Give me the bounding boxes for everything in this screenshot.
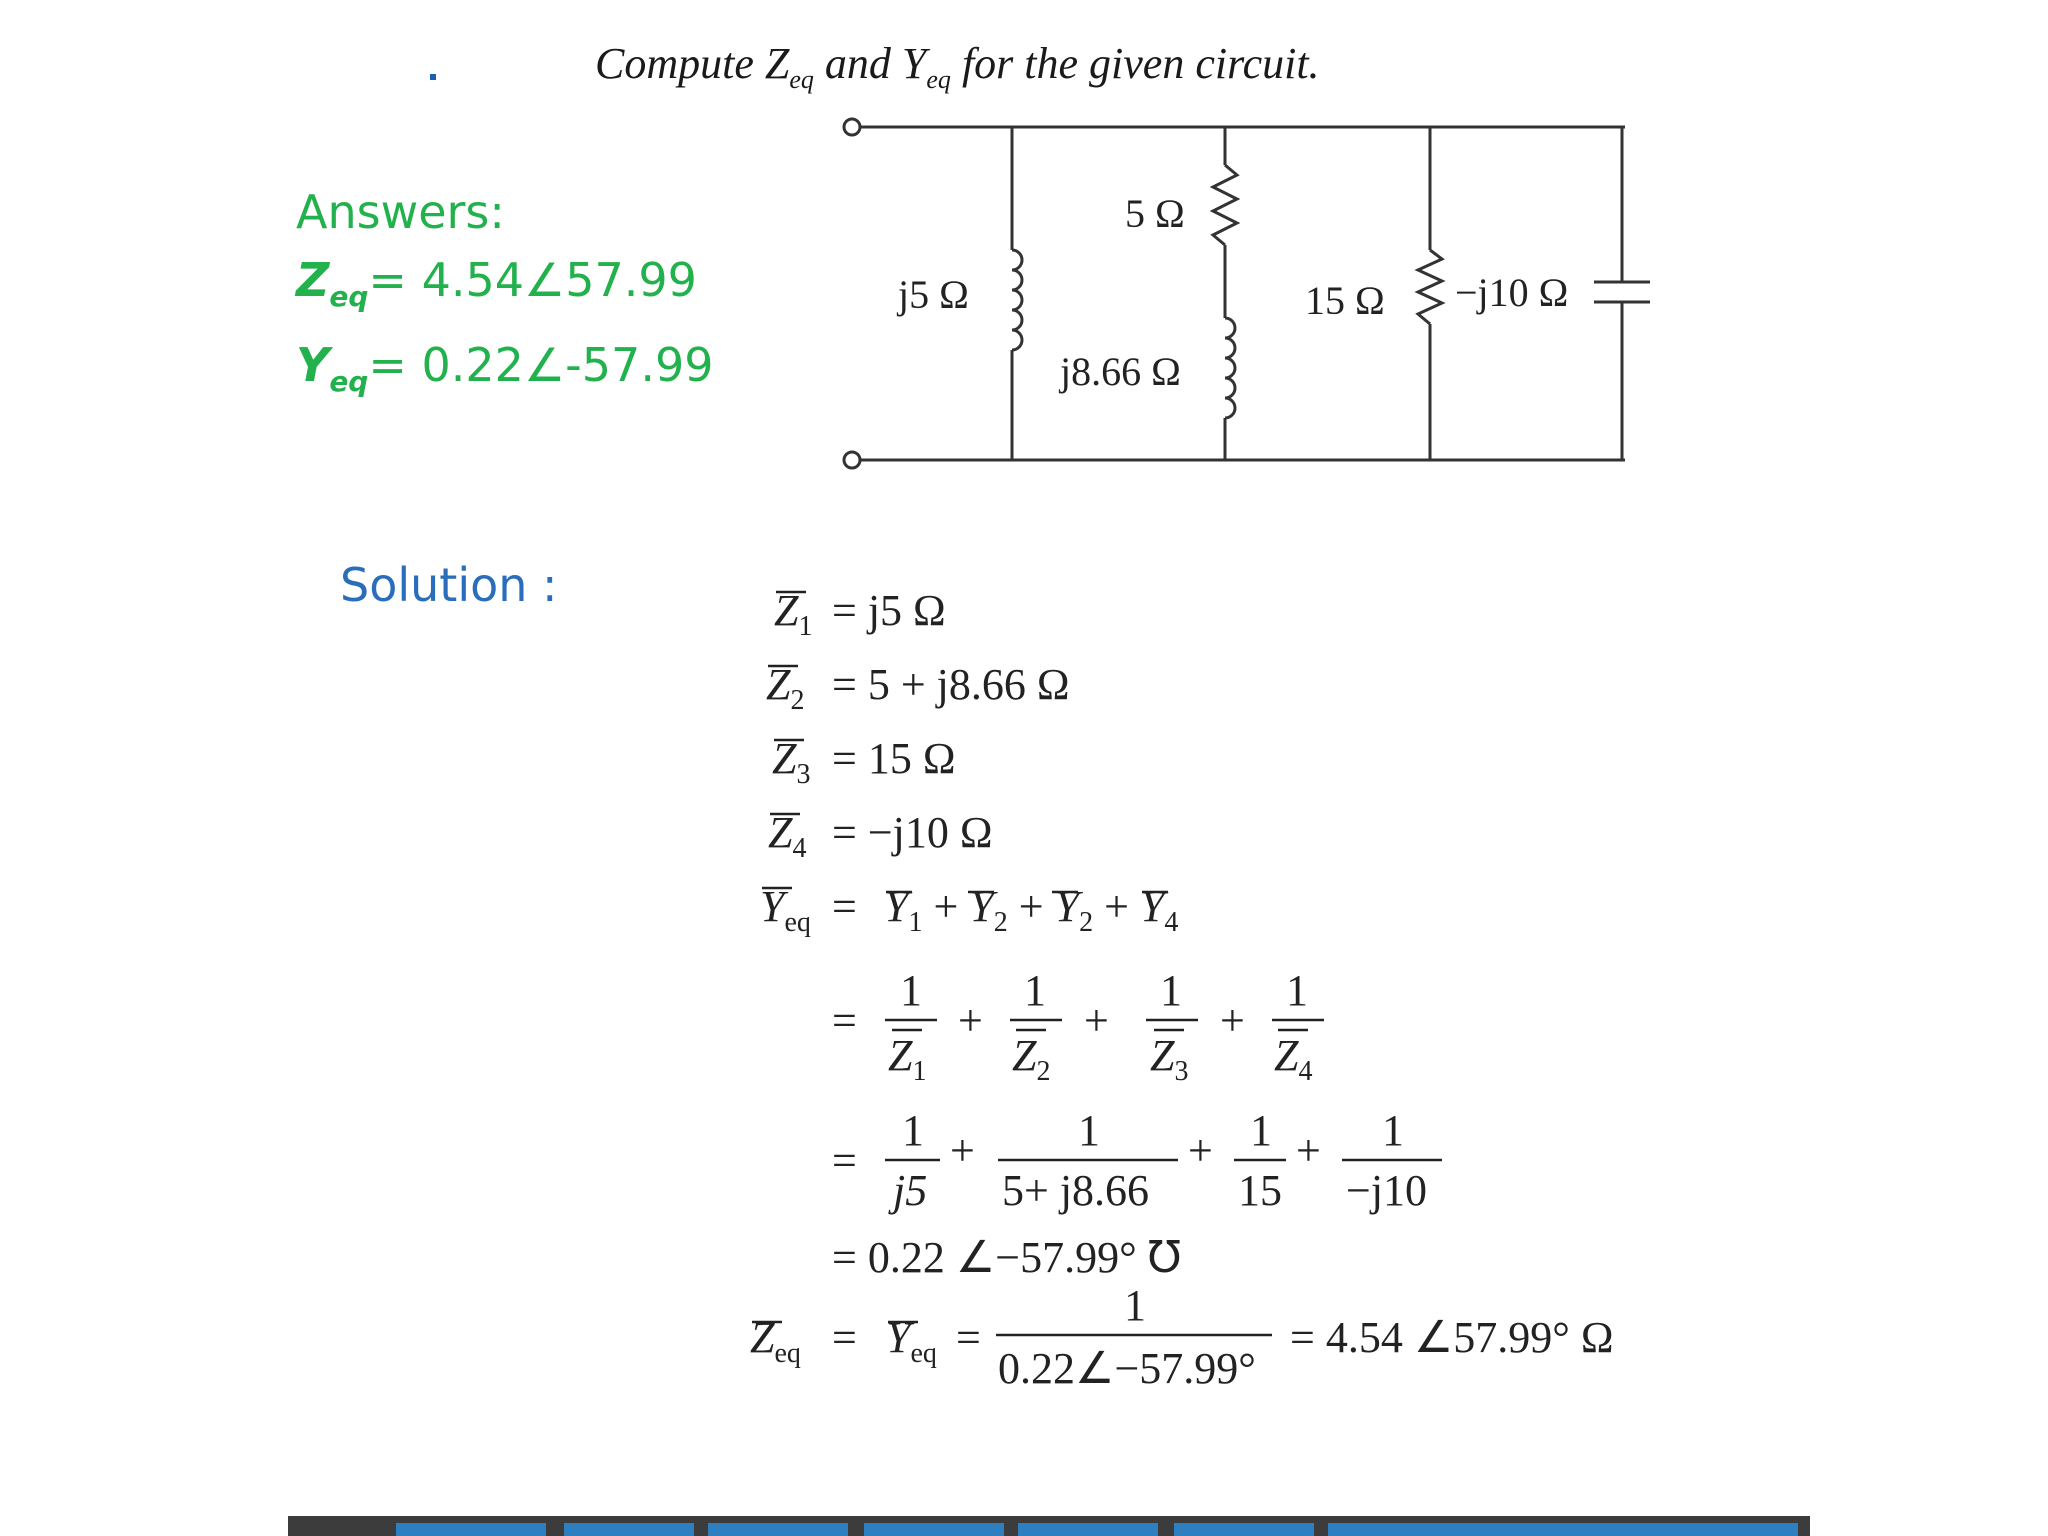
label-c4: −j10 Ω xyxy=(1455,270,1569,315)
frac4-den: $Z_4$ xyxy=(1274,1031,1313,1087)
label-l1: j5 Ω xyxy=(898,272,969,317)
yeq-symbol: $Y_{eq}$ xyxy=(760,882,811,938)
taskbar-segment xyxy=(1174,1523,1314,1536)
terminal-bottom xyxy=(844,452,860,468)
answer-zeq: $Z_{eq}=$ 4.54∠57.99 xyxy=(296,253,697,314)
frac4-num: 1 xyxy=(1286,966,1308,1015)
n4-num: 1 xyxy=(1382,1106,1404,1155)
yeq-sum: $Y_1 + Y_2 + Y_2 + Y_4$ xyxy=(884,882,1179,938)
z2-rhs: = 5 + j8.66 Ω xyxy=(832,660,1070,709)
plus-3: + xyxy=(1220,996,1245,1045)
z3-rhs: = 15 Ω xyxy=(832,734,956,783)
zeq-yeq: $Y_{eq}$ xyxy=(886,1313,937,1369)
frac-row1-equals: = xyxy=(832,996,857,1045)
n1-num: 1 xyxy=(902,1106,924,1155)
taskbar-segment xyxy=(1328,1523,1798,1536)
inductor-j8-66 xyxy=(1225,318,1235,418)
taskbar-segment xyxy=(1018,1523,1158,1536)
label-r3: 15 Ω xyxy=(1305,278,1385,323)
taskbar-segment xyxy=(864,1523,1004,1536)
terminal-top xyxy=(844,119,860,135)
zeq-symbol: $Z_{eq}$ xyxy=(750,1313,801,1369)
z3-symbol: $Z_3$ xyxy=(772,734,811,790)
zeq-den: 0.22∠−57.99° xyxy=(998,1344,1256,1393)
plus-2: + xyxy=(1084,996,1109,1045)
answer-yeq: $Y_{eq}=$ 0.22∠-57.99 xyxy=(296,338,714,399)
frac3-num: 1 xyxy=(1160,966,1182,1015)
answers-heading: Answers: xyxy=(296,185,505,239)
frac1-num: 1 xyxy=(900,966,922,1015)
n1-den: j5 xyxy=(893,1166,928,1215)
n3-num: 1 xyxy=(1250,1106,1272,1155)
frac2-den: $Z_2$ xyxy=(1012,1031,1051,1087)
taskbar-segment xyxy=(708,1523,848,1536)
plus-1: + xyxy=(958,996,983,1045)
z1-symbol: $Z_1$ xyxy=(774,586,813,642)
taskbar-strip xyxy=(288,1516,1810,1536)
label-l2: j8.66 Ω xyxy=(1060,349,1181,394)
yeq-equals: = xyxy=(832,882,857,931)
zeq-num: 1 xyxy=(1124,1281,1146,1330)
frac3-den: $Z_3$ xyxy=(1150,1031,1189,1087)
plus-6: + xyxy=(1296,1126,1321,1175)
plus-4: + xyxy=(950,1126,975,1175)
zeq-equals-2: = xyxy=(956,1313,981,1362)
yeq-result: = 0.22 ∠−57.99° ℧ xyxy=(832,1233,1182,1282)
plus-5: + xyxy=(1188,1126,1213,1175)
taskbar-segment xyxy=(396,1523,546,1536)
z4-symbol: $Z_4$ xyxy=(768,808,807,864)
zeq-result: = 4.54 ∠57.99° Ω xyxy=(1290,1313,1614,1362)
z4-rhs: = −j10 Ω xyxy=(832,808,993,857)
frac-row2-equals: = xyxy=(832,1136,857,1185)
resistor-5 xyxy=(1213,165,1237,245)
frac2-num: 1 xyxy=(1024,966,1046,1015)
z1-rhs: = j5 Ω xyxy=(832,586,946,635)
z2-symbol: $Z_2$ xyxy=(766,660,805,716)
solution-equations xyxy=(0,560,2048,1410)
n2-den: 5+ j8.66 xyxy=(1002,1166,1150,1215)
zeq-equals-1: = xyxy=(832,1313,857,1362)
frac1-den: $Z_1$ xyxy=(888,1031,927,1087)
circuit-diagram xyxy=(0,0,2048,520)
solution-heading: Solution : xyxy=(340,558,558,612)
label-r2: 5 Ω xyxy=(1125,191,1185,236)
n4-den: −j10 xyxy=(1346,1166,1428,1215)
taskbar-segment xyxy=(564,1523,694,1536)
n2-num: 1 xyxy=(1078,1106,1100,1155)
resistor-15 xyxy=(1418,250,1442,324)
n3-den: 15 xyxy=(1238,1166,1282,1215)
inductor-j5 xyxy=(1012,250,1022,350)
problem-statement: Compute $Z_{eq}$ and $Y_{eq}$ for the given circuit. xyxy=(595,39,1320,94)
